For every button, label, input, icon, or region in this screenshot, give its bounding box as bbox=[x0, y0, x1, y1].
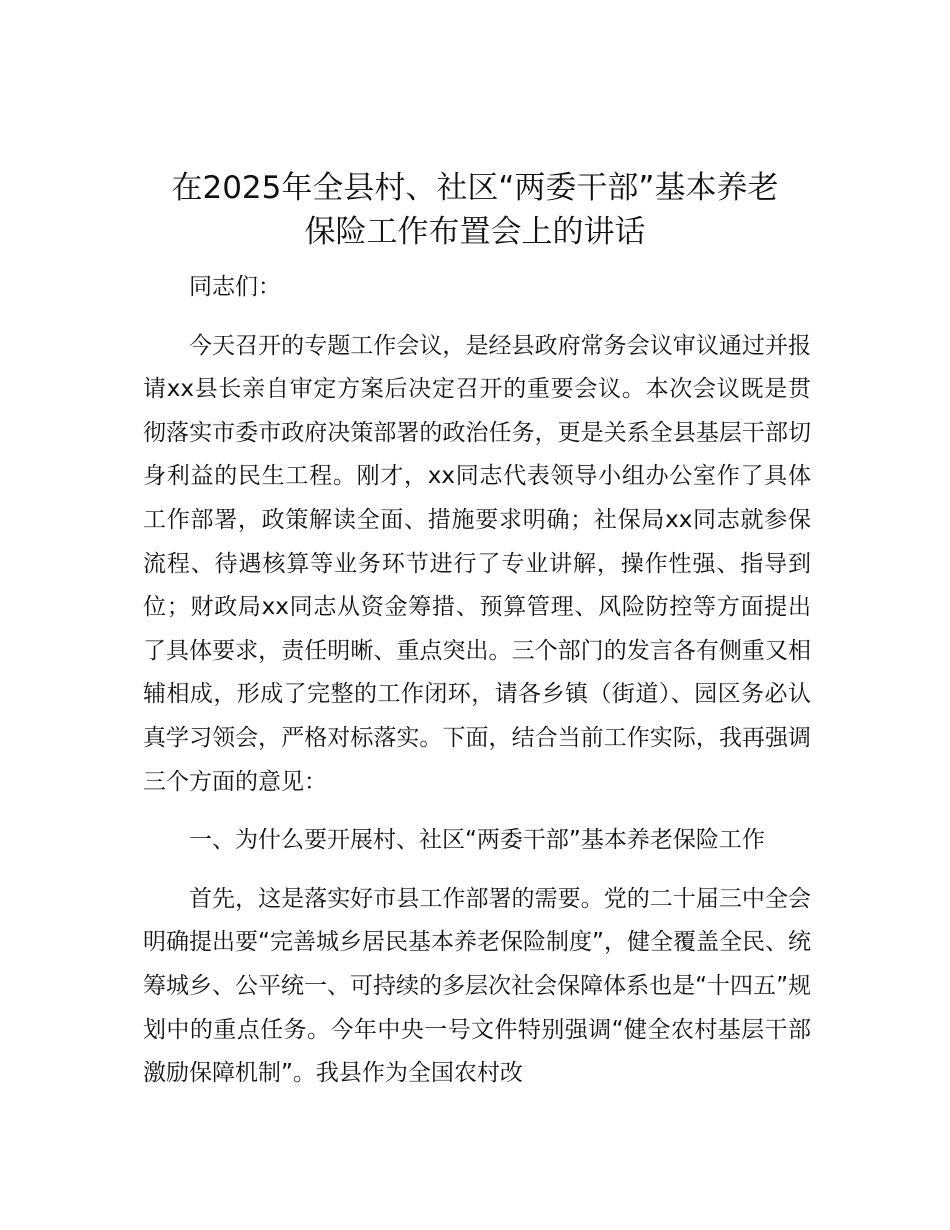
salutation: 同志们： bbox=[189, 274, 281, 300]
title-line-2: 保险工作布置会上的讲话 bbox=[304, 214, 646, 250]
paragraph-first-point: 首先，这是落实好市县工作部署的需要。党的二十届三中全会明确提出要“完善城乡居民基本养老保险制度”，健全覆盖全民、统筹城乡、公平统一、可持续的多层次社会保障体系也是“十四五”规划中的重点任务。今年中央一号文件特别强调“健全农村基层干部激励保障机制”。我县作为全国农村改 bbox=[143, 885, 811, 1087]
paragraph-opening: 今天召开的专题工作会议，是经县政府常务会议审议通过并报请xx县长亲自审定方案后决定召开的重要会议。本次会议既是贯彻落实市委市政府决策部署的政治任务，更是关系全县基层干部切身利益的民生工程。刚才，xx同志代表领导小组办公室作了具体工作部署，政策解读全面、措施要求明确；社保局xx同志就参保流程、待遇核算等业务环节进行了专业讲解，操作性强、指导到位；财政局xx同志从资金筹措、预算管理、风险防控等方面提出了具体要求，责任明晰、重点突出。三个部门的发言各有侧重又相辅相成，形成了完整的工作闭环，请各乡镇（街道）、园区务必认真学习领会，严格对标落实。下面，结合当前工作实际，我再强调三个方面的意见： bbox=[143, 332, 811, 795]
title-line-1: 在2025年全县村、社区“两委干部”基本养老 bbox=[171, 170, 779, 206]
document-body bbox=[143, 266, 811, 1096]
section-heading-1: 一、为什么要开展村、社区“两委干部”基本养老保险工作 bbox=[189, 827, 765, 854]
document-title bbox=[120, 166, 830, 254]
